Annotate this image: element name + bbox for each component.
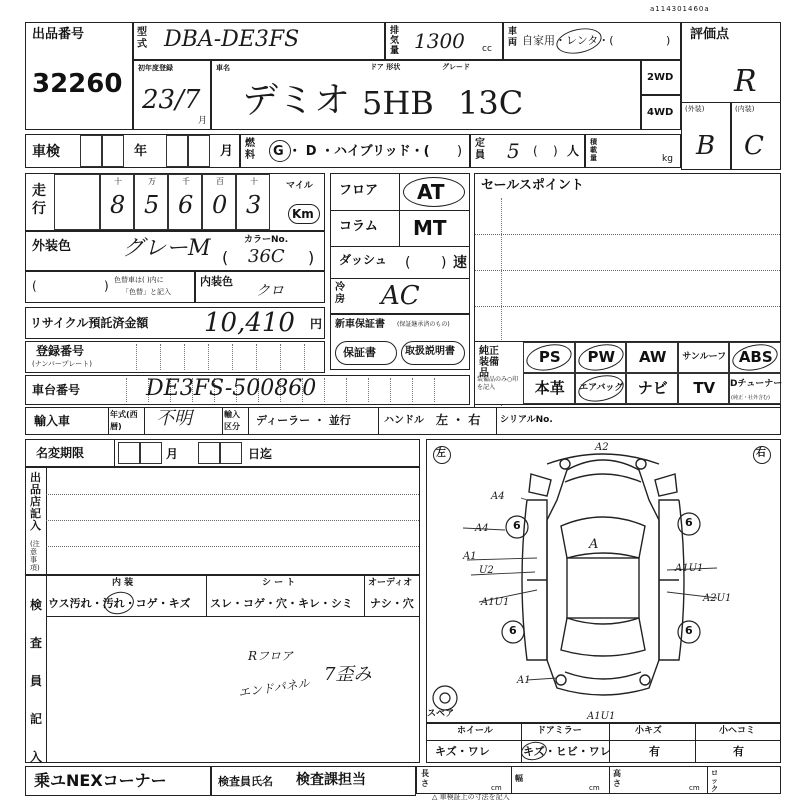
- equipment-item: TV: [693, 379, 716, 397]
- rating-label: 評価点: [690, 27, 730, 42]
- car-name-box: [211, 60, 641, 130]
- equipment-cell: [523, 373, 575, 404]
- capacity-close: ): [553, 144, 558, 158]
- corner-box: [25, 766, 211, 796]
- equipment-item: ナビ: [637, 379, 668, 397]
- warranty-cert: 保証書: [343, 346, 376, 359]
- color-change-note-bottom: 「色替」と記入: [122, 288, 171, 296]
- warranty-sub: (保証継承済のもの): [397, 321, 450, 328]
- damage-mark: A4: [491, 491, 505, 502]
- equipment-cell: [678, 342, 730, 373]
- grade-value: 13C: [458, 84, 524, 122]
- equipment-item: PS: [538, 348, 561, 366]
- handle-options: 左 ・ 右: [436, 413, 481, 427]
- model-type-value: DBA-DE3FS: [164, 27, 300, 52]
- mileage-digit: 8: [110, 191, 126, 219]
- name-change-box: [25, 439, 420, 467]
- shaken-label: 車検: [32, 144, 60, 160]
- name-change-label: 名変期限: [36, 446, 85, 460]
- equipment-cell: [626, 373, 678, 404]
- mileage-digit-cell: [168, 174, 202, 230]
- name-change-day: 日迄: [248, 447, 273, 461]
- model-type-box: [133, 22, 385, 60]
- capacity-open: (: [533, 144, 538, 158]
- capacity-box: [470, 134, 585, 168]
- mirror-label: ドアミラー: [537, 726, 582, 736]
- model-type-label: 型式: [137, 27, 147, 50]
- mileage-digit-cell: [134, 174, 168, 230]
- dim-height: 高さ: [613, 769, 621, 788]
- wheel-mark: 6: [509, 624, 517, 637]
- drive-2wd-label: 2WD: [647, 72, 674, 83]
- wheel-mark: 6: [685, 624, 693, 637]
- vehicle-use-close: ): [666, 34, 671, 47]
- exterior-color-label: 外装色: [32, 239, 72, 254]
- exhibitor-note-label: 出品店記入: [30, 471, 41, 532]
- lot-number-box: [25, 22, 133, 130]
- seat-header: シ ー ト: [262, 578, 296, 588]
- handwritten-rfloor: Rフロア: [248, 649, 294, 663]
- equipment-item: Dチューナー: [730, 379, 783, 389]
- small-scratch-label: 小キズ: [635, 726, 662, 736]
- name-change-month: 月: [166, 447, 179, 461]
- damage-diagram-box: [426, 439, 781, 723]
- diagram-right: 右: [756, 448, 766, 459]
- mileage-digit-cell: [236, 174, 270, 230]
- mileage-unit-mile: マイル: [286, 181, 313, 191]
- lot-number: 32260: [32, 69, 123, 99]
- damage-mark: A2: [595, 442, 609, 453]
- shaken-month-unit: 月: [220, 144, 234, 159]
- equipment-item: PW: [587, 348, 616, 366]
- exterior-grade-box: [681, 102, 731, 170]
- equipment-note: 装備品のみ○印を記入: [477, 376, 519, 391]
- exterior-grade-value: B: [696, 131, 716, 161]
- mirror-scratch-circle-mark: [519, 739, 548, 762]
- doors-label: ドア 形状: [370, 63, 401, 71]
- shift-mt: MT: [413, 216, 447, 240]
- equipment-box: [474, 341, 781, 405]
- handwritten-distortion: 7歪み: [324, 664, 372, 685]
- first-reg-month-unit: 月: [198, 116, 208, 126]
- mileage-digit: 6: [178, 191, 194, 219]
- dim-rock: ロック: [711, 769, 718, 793]
- shift-dash: ダッシュ: [339, 253, 387, 267]
- registration-sub: (ナンバープレート): [32, 360, 92, 368]
- fuel-options: G ・ D ・ハイブリッド・(: [273, 144, 430, 159]
- inspector-name-value: 検査課担当: [296, 772, 366, 788]
- mileage-place-label: 百: [216, 177, 224, 186]
- color-code-label: カラーNo.: [244, 235, 289, 245]
- import-category-label: 輸入区分: [224, 410, 240, 431]
- inspector-note-label: 検査員記入: [30, 598, 43, 764]
- mileage-label: 走行: [32, 183, 46, 217]
- ac-value: AC: [381, 281, 420, 311]
- equipment-item: サンルーフ: [682, 352, 727, 362]
- recycle-value: 10,410: [204, 308, 295, 338]
- shift-speed-close: ): [441, 255, 447, 271]
- car-name-value: デミオ: [242, 80, 351, 121]
- rental-circle-mark: [554, 24, 604, 57]
- small-dent-has: 有: [733, 745, 744, 758]
- car-name-label: 車名: [216, 64, 230, 72]
- equipment-item: エアバッグ: [579, 383, 624, 393]
- dim-length-cm: cm: [491, 784, 502, 792]
- import-category-options: ディーラー ・ 並行: [256, 414, 351, 427]
- exhibitor-note-box: [25, 467, 420, 575]
- corner-label: 乗ユNEXコーナー: [34, 771, 167, 790]
- wheel-mark: 6: [685, 516, 693, 529]
- equipment-cell: [626, 342, 678, 373]
- warranty-box: [330, 314, 470, 370]
- audio-header: オーディオ: [368, 578, 413, 588]
- mileage-unit-km: Km: [292, 207, 314, 221]
- spare-label: スペア: [427, 709, 455, 719]
- mileage-digit: 3: [246, 191, 262, 219]
- color-code-open: (: [222, 248, 229, 267]
- equipment-cell: [729, 373, 781, 404]
- registration-label: 登録番号: [36, 344, 85, 358]
- wheel-mark: 6: [513, 519, 521, 532]
- interior-grade-label: (内装): [735, 105, 755, 113]
- mileage-place-label: 十: [114, 177, 122, 186]
- mileage-digit-cell: [100, 174, 134, 230]
- dim-length: 長さ: [421, 769, 429, 788]
- equipment-item: 本革: [534, 379, 565, 397]
- ac-label: 冷房: [335, 282, 345, 305]
- color-change-close: ): [104, 279, 109, 293]
- mileage-box: [25, 173, 325, 231]
- dtuner-note: (純正・社外含む): [731, 395, 770, 401]
- small-dent-label: 小ヘコミ: [719, 726, 756, 736]
- color-code-close: ): [308, 248, 315, 267]
- mileage-place-label: 千: [182, 177, 190, 186]
- drive-2wd-box: [641, 60, 681, 95]
- interior-grade-value: C: [744, 131, 764, 161]
- car-outline-diagram: [427, 440, 782, 724]
- color-change-box: [25, 271, 195, 303]
- import-label: 輸入車: [34, 414, 71, 428]
- exterior-color-value: グレーM: [122, 236, 211, 261]
- vehicle-use-label: 車両: [508, 27, 518, 48]
- handwritten-endpanel: エンドパネル: [237, 676, 311, 700]
- inspector-name-label: 検査員氏名: [218, 775, 273, 788]
- exterior-color-box: [25, 231, 325, 271]
- interior-header: 内 装: [112, 578, 134, 588]
- handle-label: ハンドル: [384, 415, 424, 426]
- small-scratch-has: 有: [649, 745, 660, 758]
- equipment-cell: [678, 373, 730, 404]
- shift-speed-open: (: [405, 255, 411, 271]
- drive-4wd-label: 4WD: [647, 107, 674, 118]
- displacement-value: 1300: [414, 29, 465, 53]
- interior-color-value: クロ: [256, 283, 284, 299]
- dim-height-cm: cm: [689, 784, 700, 792]
- import-row: [25, 407, 781, 435]
- damage-mark: A1U1: [675, 563, 704, 574]
- dimensions-box: [416, 766, 781, 794]
- fuel-close: ): [457, 144, 463, 159]
- wheel-label: ホイール: [457, 726, 493, 736]
- load-unit: kg: [662, 154, 673, 164]
- mileage-digit: 5: [144, 191, 160, 219]
- dim-width: 幅: [515, 774, 523, 783]
- equipment-item: ABS: [738, 348, 773, 366]
- damage-mark: A: [589, 537, 599, 552]
- capacity-unit: 人: [567, 144, 580, 158]
- lot-label: 出品番号: [32, 27, 85, 42]
- shift-speed-unit: 速: [453, 255, 467, 271]
- chassis-box: [25, 375, 470, 405]
- audio-items: ナシ・穴: [370, 597, 414, 610]
- dirt-circle-mark: [102, 589, 136, 617]
- seat-items: スレ・コゲ・穴・キレ・シミ: [210, 597, 353, 610]
- fuel-label: 燃料: [245, 138, 255, 161]
- interior-grade-box: [731, 102, 781, 170]
- damage-mark: U2: [479, 565, 494, 576]
- shift-column: コラム: [339, 219, 378, 234]
- mileage-digit: 0: [212, 191, 228, 219]
- damage-mark: A2U1: [703, 593, 732, 604]
- shift-floor: フロア: [339, 183, 379, 198]
- at-circle-mark: [403, 177, 465, 207]
- serial-number: a114301460a: [650, 5, 710, 13]
- first-reg-label: 初年度登録: [138, 64, 173, 72]
- displacement-label: 排気量: [390, 26, 400, 56]
- fuel-box: [240, 134, 470, 168]
- interior-color-box: [195, 271, 325, 303]
- grade-label: グレード: [442, 63, 470, 71]
- mirror-items: キズ・ヒビ・ワレ: [523, 745, 611, 758]
- dimensions-note: △ 車検証上の寸法を記入: [432, 793, 510, 801]
- equipment-label: 純正装備品: [479, 346, 499, 379]
- interior-color-label: 内装色: [200, 275, 233, 288]
- sales-point-label: セールスポイント: [481, 178, 584, 193]
- warranty-manual: 取扱説明書: [405, 346, 455, 357]
- damage-mark: A1U1: [587, 711, 616, 722]
- damage-mark: A1: [463, 551, 477, 562]
- exhibitor-note-sub: (注意事項): [30, 540, 40, 572]
- recycle-unit: 円: [310, 317, 323, 331]
- capacity-value: 5: [507, 139, 520, 163]
- registration-box: [25, 341, 325, 373]
- first-registration-box: [133, 60, 211, 130]
- dim-width-cm: cm: [589, 784, 600, 792]
- recycle-box: [25, 307, 325, 339]
- mileage-place-label: 十: [250, 177, 258, 186]
- fuel-g-circle-mark: [269, 140, 291, 162]
- color-change-open: (: [32, 279, 37, 293]
- vehicle-use-box: [503, 22, 681, 60]
- parts-row: [426, 723, 781, 763]
- load-box: [585, 134, 681, 168]
- wheel-items: キズ・ワレ: [435, 745, 490, 758]
- shaken-box: [25, 134, 240, 168]
- vehicle-use-options: 自家用・レンタ・(: [522, 34, 614, 47]
- diagram-left: 左: [436, 448, 446, 459]
- damage-mark: A1: [517, 675, 531, 686]
- displacement-unit: cc: [482, 44, 492, 54]
- shaken-year-unit: 年: [134, 144, 148, 159]
- displacement-box: [385, 22, 503, 60]
- drive-4wd-box: [641, 95, 681, 130]
- warranty-label: 新車保証書: [335, 319, 385, 330]
- serial-no-label: シリアルNo.: [500, 415, 553, 425]
- equipment-item: AW: [639, 348, 667, 366]
- ac-box: [330, 278, 470, 314]
- import-year-label: 年式(西暦): [110, 410, 138, 431]
- chassis-value: DE3FS-500860: [146, 376, 317, 401]
- exterior-grade-label: (外装): [685, 105, 705, 113]
- km-circle-mark: [288, 204, 320, 224]
- shift-box: [330, 173, 470, 281]
- damage-mark: A1U1: [481, 597, 510, 608]
- doors-value: 5HB: [362, 84, 434, 122]
- mileage-digit-cell: [202, 174, 236, 230]
- damage-mark: A4: [475, 523, 489, 534]
- interior-items: ウス汚れ・汚れ・コゲ・キズ: [48, 597, 191, 610]
- inspector-note-box: [25, 575, 420, 763]
- first-reg-value: 23/7: [142, 85, 201, 115]
- shift-at: AT: [417, 180, 445, 204]
- mileage-place-label: 万: [148, 177, 156, 186]
- color-code-value: 36C: [248, 246, 285, 267]
- inspector-name-box: [211, 766, 416, 796]
- import-year-value: 不明: [156, 408, 192, 429]
- chassis-label: 車台番号: [32, 383, 81, 397]
- color-change-note-top: 色替車は( )内に: [114, 276, 164, 284]
- rating-value: R: [734, 64, 757, 99]
- capacity-label: 定員: [475, 138, 485, 161]
- load-label: 積載量: [590, 138, 597, 162]
- recycle-label: リサイクル預託済金額: [30, 316, 149, 330]
